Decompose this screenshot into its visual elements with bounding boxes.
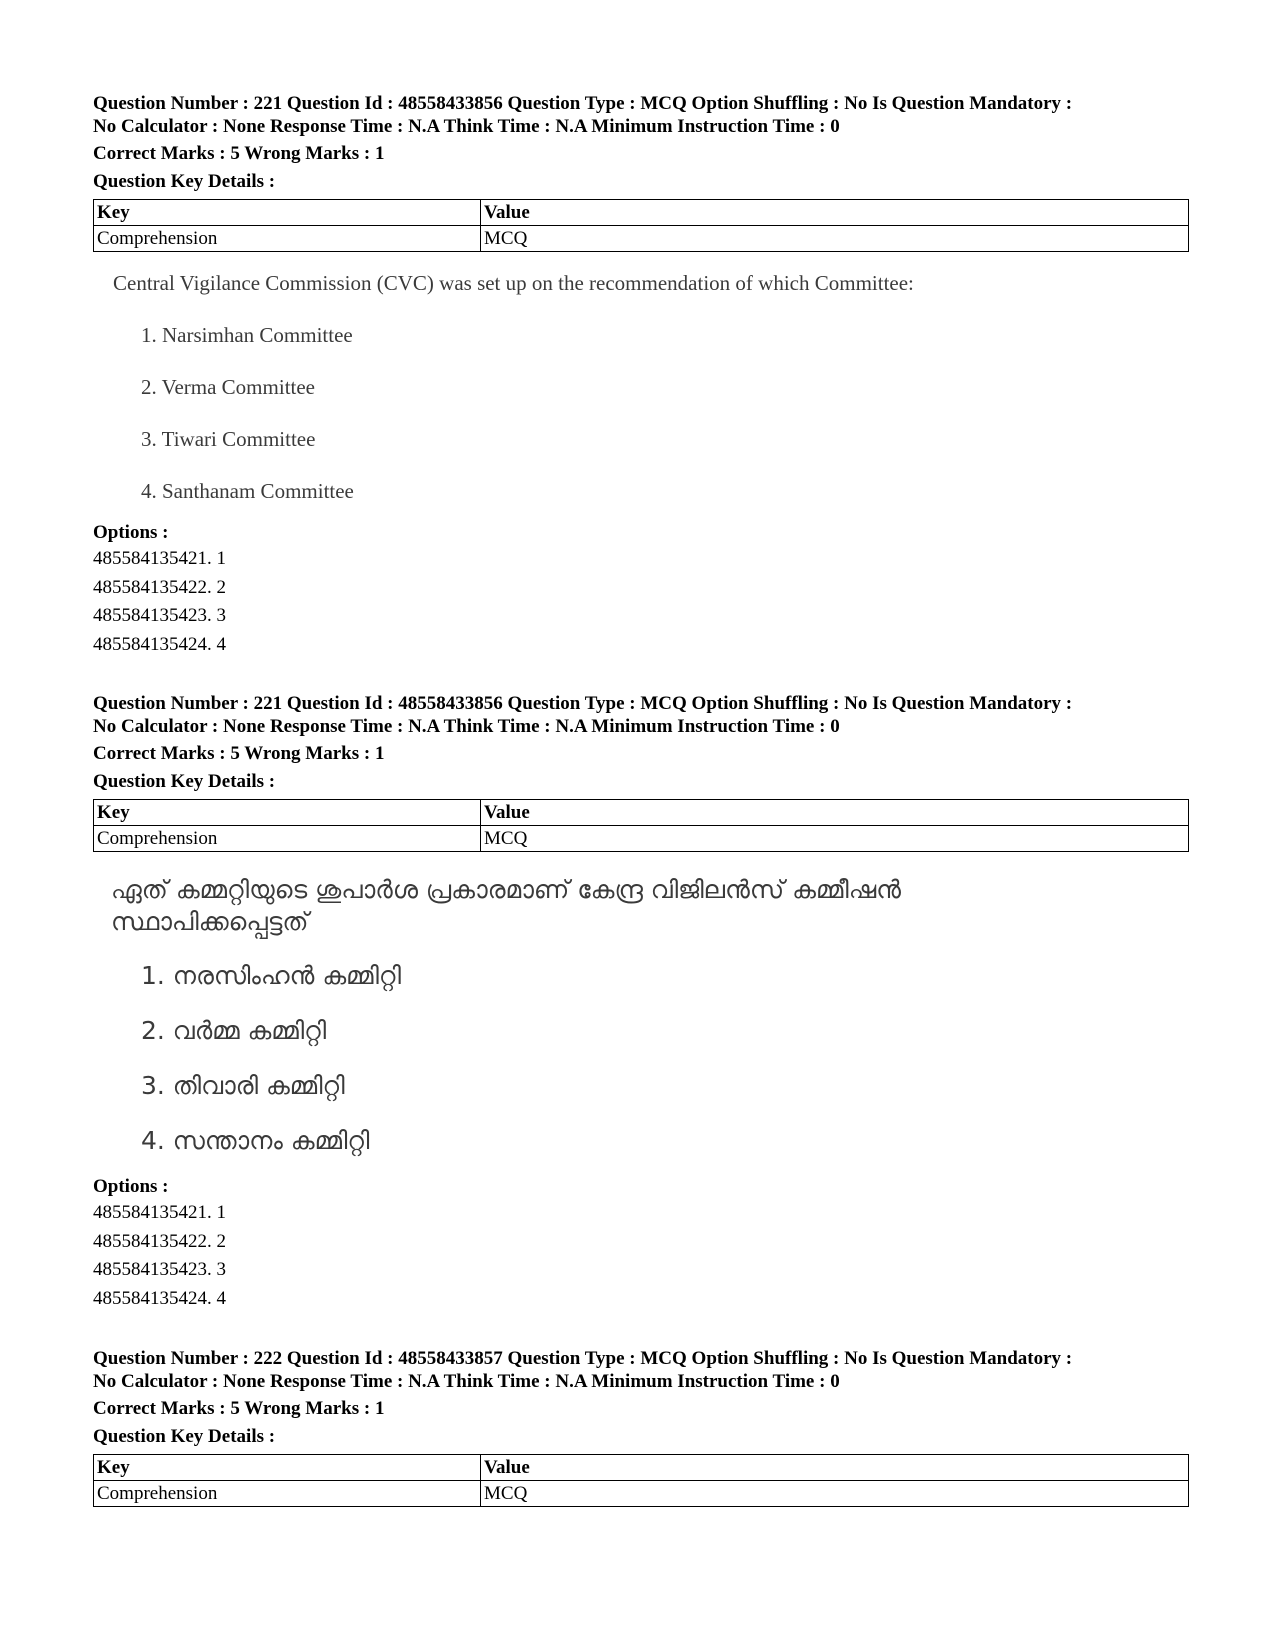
question-stem: Central Vigilance Commission (CVC) was set up on the recommendation of which Committee: <box>113 271 914 295</box>
question-meta-line-2: No Calculator : None Response Time : N.A Think Time : N.A Minimum Instruction Time : 0 <box>93 1371 840 1392</box>
question-content <box>93 874 1193 1157</box>
table-header-key: Key <box>94 800 481 826</box>
option-item: 485584135421. 1 <box>93 1202 226 1223</box>
question-stem: ഏത് കമ്മറ്റിയുടെ ശുപാർശ പ്രകാരമാണ് കേന്ദ്ര വിജിലൻസ് കമ്മീഷൻ സ്ഥാപിക്കപ്പെട്ടത് <box>111 875 902 936</box>
question-meta-line-1: Question Number : 221 Question Id : 48558433856 Question Type : MCQ Option Shuffling : No Is Question Mandatory : <box>93 93 1073 114</box>
question-meta-line-1: Question Number : 222 Question Id : 48558433857 Question Type : MCQ Option Shuffling : No Is Question Mandatory : <box>93 1348 1073 1369</box>
choice-3: 3. Tiwari Committee <box>141 427 316 451</box>
table-header-value: Value <box>481 1455 1189 1481</box>
table-cell-value: MCQ <box>481 1481 1189 1507</box>
options-label: Options : <box>93 1176 169 1197</box>
option-item: 485584135423. 3 <box>93 1259 226 1280</box>
choice-4: 4. Santhanam Committee <box>141 479 354 503</box>
table-header-value: Value <box>481 200 1189 226</box>
marks-line: Correct Marks : 5 Wrong Marks : 1 <box>93 143 385 164</box>
key-details-table <box>93 1454 1189 1507</box>
choice-4: 4. സന്താനം കമ്മിറ്റി <box>141 1126 370 1155</box>
option-item: 485584135422. 2 <box>93 576 226 598</box>
document-page <box>93 92 1193 1507</box>
table-cell-key: Comprehension <box>94 226 481 252</box>
choice-1: 1. നരസിംഹൻ കമ്മിറ്റി <box>141 961 401 990</box>
table-cell-value: MCQ <box>481 226 1189 252</box>
question-block-221-english <box>93 92 1193 659</box>
table-header-key: Key <box>94 1455 481 1481</box>
options-list <box>93 1199 1193 1313</box>
options-list <box>93 545 1193 659</box>
options-label: Options : <box>93 522 169 543</box>
question-meta-line-2: No Calculator : None Response Time : N.A Think Time : N.A Minimum Instruction Time : 0 <box>93 716 840 737</box>
key-details-label: Question Key Details : <box>93 1426 276 1447</box>
table-cell-key: Comprehension <box>94 1481 481 1507</box>
choice-3: 3. തിവാരി കമ്മിറ്റി <box>141 1071 345 1100</box>
key-details-table <box>93 199 1189 252</box>
table-header-row <box>94 200 1189 226</box>
option-item: 485584135424. 4 <box>93 633 226 655</box>
option-item: 485584135423. 3 <box>93 605 226 626</box>
key-details-label: Question Key Details : <box>93 171 276 192</box>
table-header-key: Key <box>94 200 481 226</box>
table-header-row <box>94 1455 1189 1481</box>
question-meta-line-2: No Calculator : None Response Time : N.A Think Time : N.A Minimum Instruction Time : 0 <box>93 116 840 137</box>
table-header-row <box>94 800 1189 826</box>
table-header-value: Value <box>481 800 1189 826</box>
table-row <box>94 1481 1189 1507</box>
table-row <box>94 226 1189 252</box>
key-details-table <box>93 799 1189 852</box>
key-details-label: Question Key Details : <box>93 771 276 792</box>
choice-2: 2. Verma Committee <box>141 375 315 399</box>
choice-2: 2. വർമ്മ കമ്മിറ്റി <box>141 1016 327 1045</box>
option-item: 485584135421. 1 <box>93 548 226 569</box>
option-item: 485584135424. 4 <box>93 1287 226 1309</box>
table-cell-value: MCQ <box>481 826 1189 852</box>
question-meta-line-1: Question Number : 221 Question Id : 48558433856 Question Type : MCQ Option Shuffling : No Is Question Mandatory : <box>93 693 1073 714</box>
question-block-221-malayalam <box>93 692 1193 1313</box>
table-row <box>94 826 1189 852</box>
choice-1: 1. Narsimhan Committee <box>141 323 353 347</box>
question-block-222 <box>93 1347 1193 1507</box>
table-cell-key: Comprehension <box>94 826 481 852</box>
marks-line: Correct Marks : 5 Wrong Marks : 1 <box>93 1398 385 1419</box>
option-item: 485584135422. 2 <box>93 1230 226 1252</box>
question-content <box>93 270 1193 504</box>
marks-line: Correct Marks : 5 Wrong Marks : 1 <box>93 743 385 764</box>
